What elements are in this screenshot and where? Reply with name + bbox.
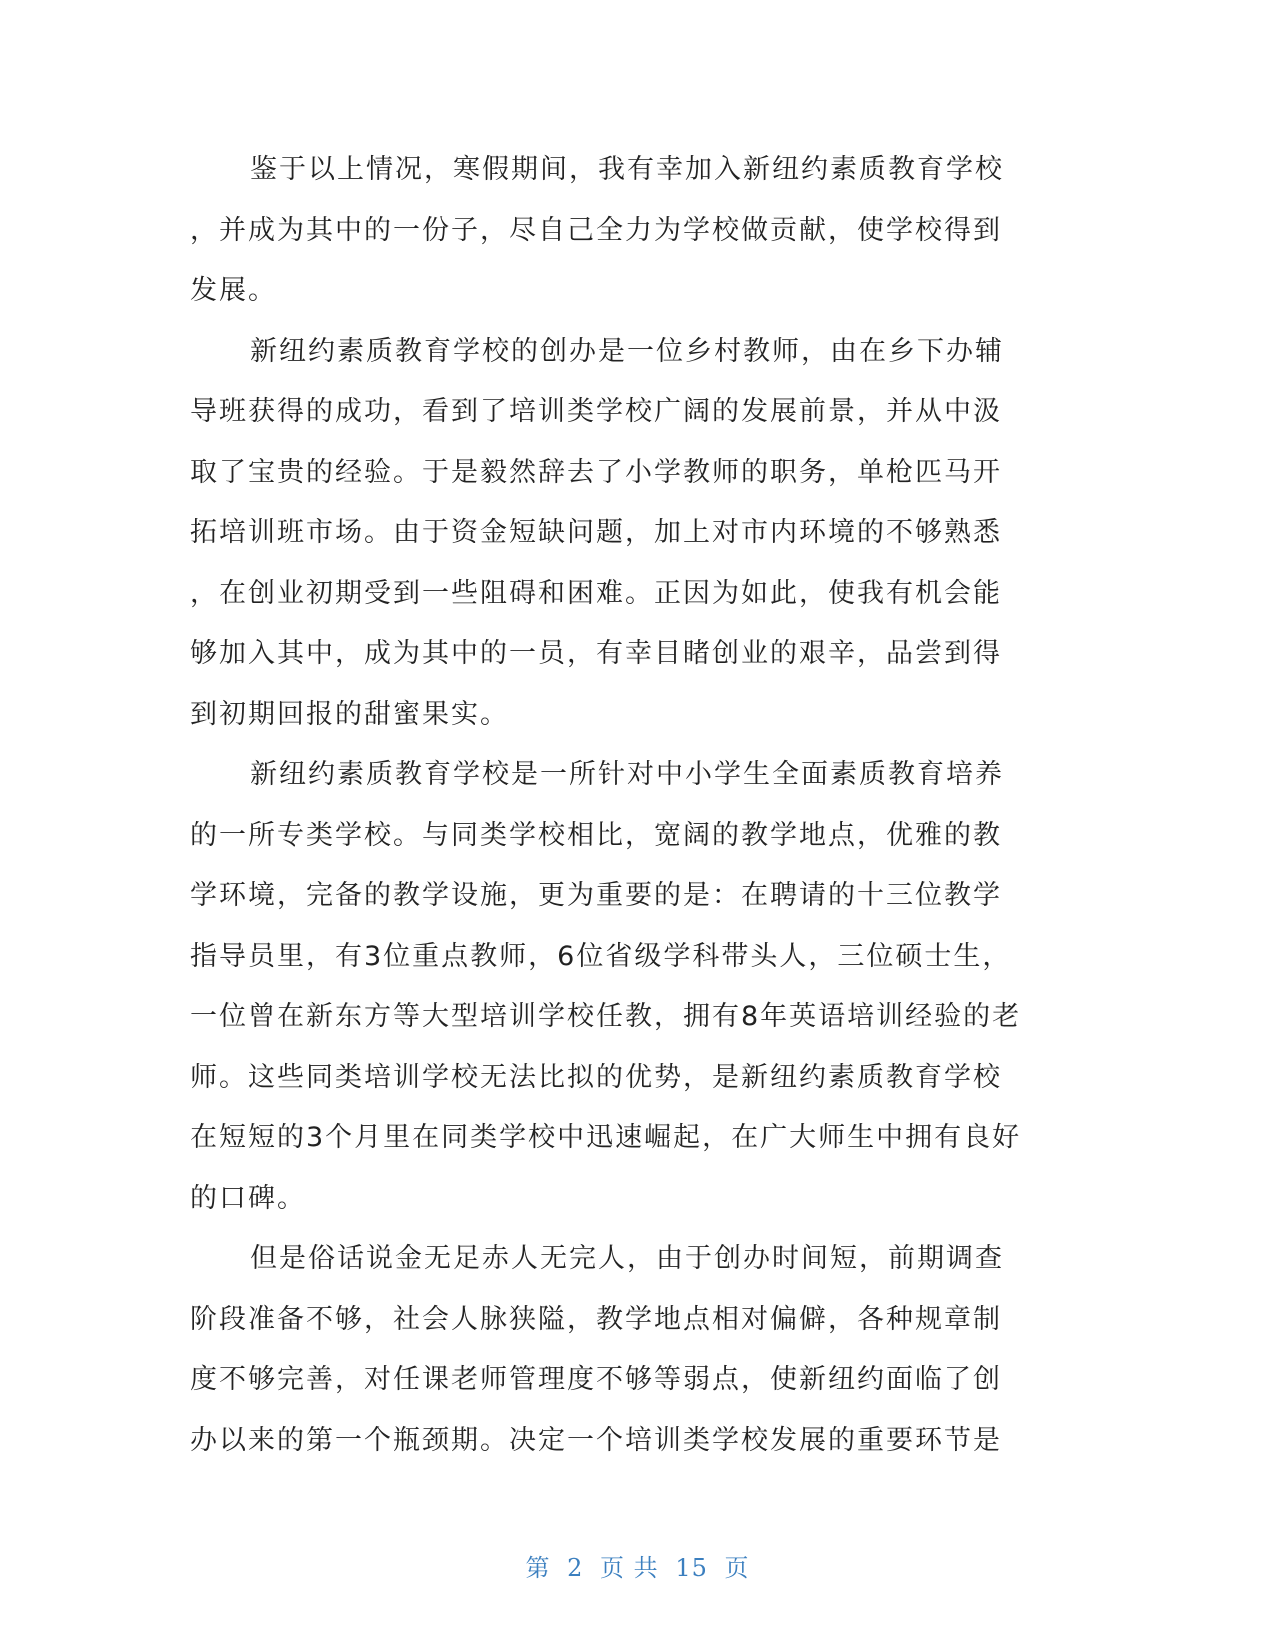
paragraph-4-line-2: 阶段准备不够，社会人脉狭隘，教学地点相对偏僻，各种规章制 — [190, 1303, 1002, 1335]
paragraph-3-line-4: 指导员里，有3位重点教师，6位省级学科带头人，三位硕士生， — [190, 940, 1012, 972]
paragraph-2-line-3: 取了宝贵的经验。于是毅然辞去了小学教师的职务，单枪匹马开 — [190, 456, 1002, 488]
document-body — [190, 140, 1080, 1471]
footer-middle: 页 共 — [600, 1554, 659, 1582]
paragraph-2-line-1: 新纽约素质教育学校的创办是一位乡村教师，由在乡下办辅 — [250, 335, 1004, 367]
paragraph-3-line-7: 在短短的3个月里在同类学校中迅速崛起，在广大师生中拥有良好 — [190, 1122, 1022, 1153]
paragraph-4-line-3: 度不够完善，对任课老师管理度不够等弱点，使新纽约面临了创 — [190, 1364, 1002, 1395]
paragraph-2-line-6: 够加入其中，成为其中的一员，有幸目睹创业的艰辛，品尝到得 — [190, 638, 1002, 669]
paragraph-1-line-2: ，并成为其中的一份子，尽自己全力为学校做贡献，使学校得到 — [190, 214, 1002, 246]
paragraph-2-line-4: 拓培训班市场。由于资金短缺问题，加上对市内环境的不够熟悉 — [190, 517, 1002, 548]
paragraph-3-line-6: 师。这些同类培训学校无法比拟的优势，是新纽约素质教育学校 — [190, 1061, 1002, 1093]
paragraph-2-line-2: 导班获得的成功，看到了培训类学校广阔的发展前景，并从中汲 — [190, 396, 1002, 427]
paragraph-3-line-2: 的一所专类学校。与同类学校相比，宽阔的教学地点，优雅的教 — [190, 819, 1002, 851]
footer-prefix: 第 — [525, 1554, 551, 1582]
paragraph-3-line-5: 一位曾在新东方等大型培训学校任教，拥有8年英语培训经验的老 — [190, 1001, 1022, 1032]
footer-current-page: 2 — [567, 1554, 584, 1582]
paragraph-1-line-3: 发展。 — [190, 275, 277, 306]
paragraph-3-line-1: 新纽约素质教育学校是一所针对中小学生全面素质教育培养 — [250, 759, 1004, 790]
paragraph-4-line-4: 办以来的第一个瓶颈期。决定一个培训类学校发展的重要环节是 — [190, 1424, 1002, 1456]
footer-suffix: 页 — [724, 1554, 750, 1582]
paragraph-4-line-1: 但是俗话说金无足赤人无完人，由于创办时间短，前期调查 — [250, 1243, 1004, 1274]
paragraph-1-line-1: 鉴于以上情况，寒假期间，我有幸加入新纽约素质教育学校 — [250, 154, 1004, 185]
paragraph-2-line-5: ，在创业初期受到一些阻碍和困难。正因为如此，使我有机会能 — [190, 577, 1002, 609]
paragraph-3-line-8: 的口碑。 — [190, 1182, 306, 1214]
page-footer — [0, 1548, 1275, 1583]
paragraph-2-line-7: 到初期回报的甜蜜果实。 — [190, 698, 509, 730]
paragraph-3-line-3: 学环境，完备的教学设施，更为重要的是：在聘请的十三位教学 — [190, 880, 1002, 911]
footer-total-pages: 15 — [675, 1554, 708, 1582]
